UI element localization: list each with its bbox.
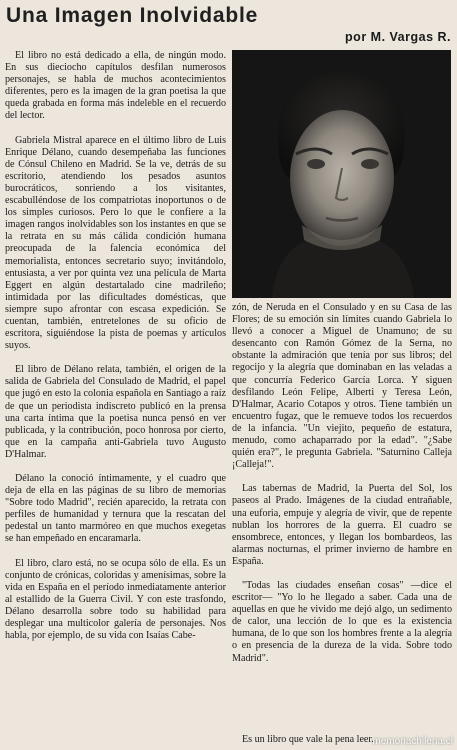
paragraph: Las tabernas de Madrid, la Puerta del Sol, los paseos al Prado. Imágenes de la ciudad entrañable, una euforia, empuje y alegría de vivir, que de repente nublan los horrores de la guerra. El cuadro se ensombrece, entonces, y llegan los bombardeos, las alarmas nocturnas, el primer invierno de hambre en España. bbox=[232, 483, 452, 567]
paragraph: "Todas las ciudades enseñan cosas" —dice el escritor— "Yo lo he llegado a saber. Cada una de aquellas en que he vivido me dejó algo, un sedimento de calor, una lección de lo que es la existencia humana, de lo que son los hombres frente a la alegría o en presencia de la dureza de la vida. Sobre todo Madrid". bbox=[232, 579, 452, 664]
closing-sentence: Es un libro que vale la pena leer. bbox=[242, 734, 374, 745]
article-column-left bbox=[5, 50, 226, 642]
article-title: Una Imagen Inolvidable bbox=[6, 4, 259, 27]
paragraph: El libro de Délano relata, también, el origen de la salida de Gabriela del Consulado de Madrid, el papel que jugó en esto la colonia española en Santiago a raíz de que un periodista indiscreto publicó en la prensa una carta íntima que la poetisa nunca pensó en ver publicada, y la contribución, poco honrosa por cierto, que en la campaña anti-Gabriela tuvo Augusto D'Halmar. bbox=[5, 364, 226, 460]
paragraph: Gabriela Mistral aparece en el último libro de Luis Enrique Délano, cuando desempeñaba las funciones de Cónsul Chileno en Madrid. Se la ve, detrás de su escritorio, atendiendo los pesados asuntos burocráticos, sonriendo a los visitantes, escabulléndose de los compatriotas inoportunos o de los simples curiosos. Pero lo que le confiere a la imagen rangos inolvidables son los instantes en que se la retrata en su más cálida condición humana preocupada de la falencia económica del memorialista, entonces secretario suyo; invitándolo, entusiasta, a ver por quinta vez una película de Marta Eggert en algún destartalado cine madrileño; intimidada por las dificultades domésticas, que siempre supo afrontar con escasa expedición. Se cuentan, también, entretelones de su oficio de escritora, siguiéndose la pista de poemas y artículos suyos. bbox=[5, 134, 226, 352]
article-byline: por M. Vargas R. bbox=[345, 30, 451, 44]
paragraph: zón, de Neruda en el Consulado y en su Casa de las Flores; de su emoción sin límites cuando Gabriela lo llevó a conocer a Miguel de Unamuno; de su desencanto con Ramón Gómez de la Serna, no obstante la admiración que tenía por sus libros; del regocijo y la alegría que dominaban en las veladas a que concurría Federico García Lorca. Y siguen desfilando León Felipe, Alberti y Teresa León, D'Halmar, Acario Cotapos y otros. Tiene también un encuentro fugaz, que le remueve todos los recuerdos de la infancia. "Un viejito, pequeño de estatura, menudo, como achaparrado por la edad". "¿Sabe quién era?", le pregunta Gabriela. "Saturnino Calleja ¡Calleja!". bbox=[232, 302, 452, 471]
paragraph: El libro no está dedicado a ella, de ningún modo. En sus dieciocho capítulos desfilan numerosos personajes, se habla de muchos acontecimientos diferentes, pero es la imagen de la gran poetisa la que queda grabada en forma más indeleble en el recuerdo del lector. bbox=[5, 50, 226, 122]
paragraph: Délano la conoció íntimamente, y el cuadro que deja de ella en las páginas de su libro de memorias "Sobre todo Madrid", recién aparecido, la retrata con perfiles de humanidad y ternura que la rescatan del pedestal un tanto marmóreo en que muchos exegetas se han empeñado en encaramarla. bbox=[5, 473, 226, 545]
paragraph: El libro, claro está, no se ocupa sólo de ella. Es un conjunto de crónicas, coloridas y amenísimas, sobre la vida en España en el período inmediatamente anterior al estallido de la Guerra Civil. Y con este trasfondo, Délano desarrolla sobre todo su habilidad para desplegar una multicolor galería de personajes. Nos habla, por ejemplo, de su vida con Isaías Cabe- bbox=[5, 557, 226, 642]
article-column-right bbox=[232, 302, 452, 665]
portrait-illustration bbox=[232, 50, 451, 298]
portrait-photo bbox=[232, 50, 451, 298]
source-watermark: memoriachilena.cl bbox=[372, 736, 453, 747]
